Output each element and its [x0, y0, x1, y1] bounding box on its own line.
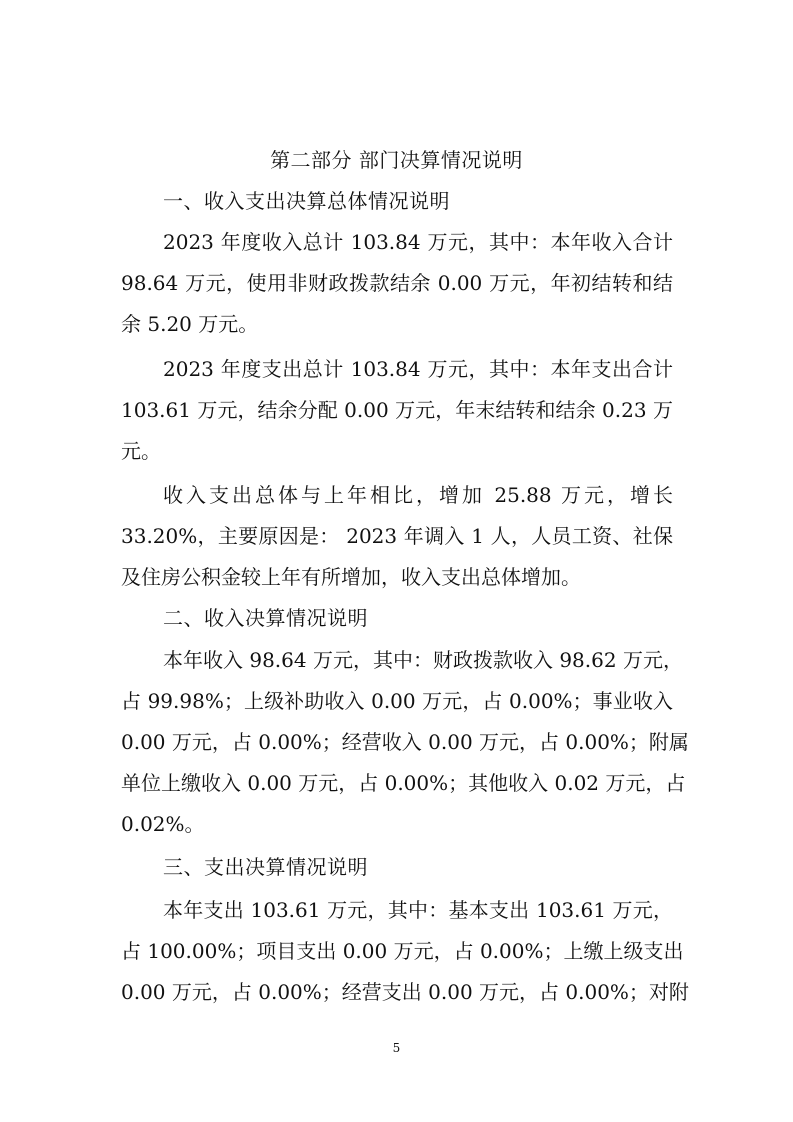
paragraph-line: 收入支出总体与上年相比，增加 25.88 万元，增长 — [163, 483, 673, 507]
paragraph-line: 0.00 万元，占 0.00%；经营支出 0.00 万元，占 0.00%；对附 — [121, 980, 689, 1004]
section-heading-expenditure: 三、支出决算情况说明 — [163, 855, 368, 879]
paragraph-line: 2023 年度支出总计 103.84 万元，其中：本年支出合计 — [163, 357, 673, 381]
paragraph-line: 余 5.20 万元。 — [121, 312, 259, 336]
section-heading-income: 二、收入决算情况说明 — [163, 606, 368, 630]
paragraph-line: 单位上缴收入 0.00 万元，占 0.00%；其他收入 0.02 万元，占 — [121, 771, 686, 795]
paragraph-line: 2023 年度收入总计 103.84 万元，其中：本年收入合计 — [163, 230, 673, 254]
paragraph-line: 0.00 万元，占 0.00%；经营收入 0.00 万元，占 0.00%；附属 — [121, 730, 689, 754]
paragraph-line: 占 100.00%；项目支出 0.00 万元，占 0.00%；上缴上级支出 — [121, 939, 684, 963]
paragraph-line: 及住房公积金较上年有所增加，收入支出总体增加。 — [121, 565, 581, 589]
paragraph-line: 本年收入 98.64 万元，其中：财政拨款收入 98.62 万元， — [163, 648, 683, 672]
page-number: 5 — [392, 1041, 401, 1055]
paragraph-line: 本年支出 103.61 万元，其中：基本支出 103.61 万元， — [163, 898, 673, 922]
paragraph-line: 0.02%。 — [121, 812, 205, 836]
paragraph-line: 元。 — [121, 439, 161, 463]
paragraph-line: 98.64 万元，使用非财政拨款结余 0.00 万元，年初结转和结 — [121, 271, 673, 295]
section-heading-income-expenditure-overview: 一、收入支出决算总体情况说明 — [163, 189, 450, 213]
paragraph-line: 103.61 万元，结余分配 0.00 万元，年末结转和结余 0.23 万 — [121, 398, 673, 422]
paragraph-line: 占 99.98%；上级补助收入 0.00 万元，占 0.00%；事业收入 — [121, 689, 673, 713]
paragraph-line: 33.20%，主要原因是： 2023 年调入 1 人，人员工资、社保 — [121, 524, 673, 548]
page-title: 第二部分 部门决算情况说明 — [270, 148, 523, 172]
